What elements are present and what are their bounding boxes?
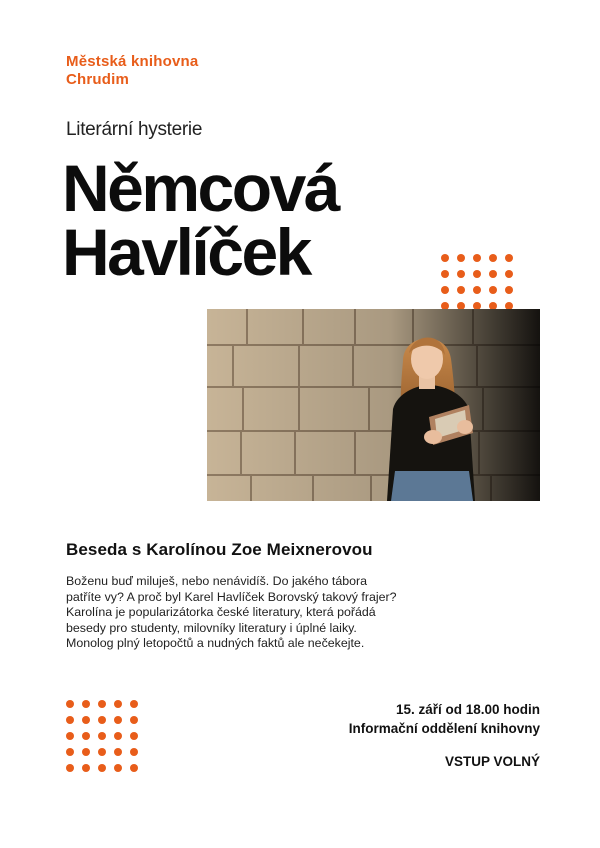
decorative-dot [473,286,481,294]
description-line: patříte vy? A proč byl Karel Havlíček Borovský takový frajer? [66,589,397,604]
poster-title [62,151,338,289]
decorative-dot [114,716,122,724]
decorative-dot [505,254,513,262]
decorative-dot [505,270,513,278]
event-title: Beseda s Karolínou Zoe Meixnerovou [66,540,373,559]
decorative-dot [66,748,74,756]
decorative-dot [130,732,138,740]
decorative-dot [98,764,106,772]
decorative-dot [457,254,465,262]
decorative-dot [457,286,465,294]
title-line-1: Němcová [62,151,338,225]
decorative-dot [98,700,106,708]
decorative-dot [66,732,74,740]
decorative-dot [114,748,122,756]
event-location: Informační oddělení knihovny [348,721,540,736]
event-photo [207,309,540,501]
decorative-dot [130,748,138,756]
decorative-dot [505,286,513,294]
description-line: Monolog plný letopočtů a nudných faktů ale nečekejte. [66,636,365,651]
decorative-dot [98,716,106,724]
description-line: Karolína je popularizátorka české literatury, která pořádá [66,605,376,620]
decorative-dot [489,254,497,262]
description-line: Boženu buď miluješ, nebo nenávidíš. Do jakého tábora [66,574,368,588]
description-line: besedy pro studenty, milovníky literatury i úplné laiky. [66,620,357,635]
decorative-dot [98,748,106,756]
decorative-dot [66,700,74,708]
decorative-dot-grid-bottom [66,700,138,772]
title-line-2: Havlíček [62,215,310,289]
decorative-dot [130,700,138,708]
event-description [66,574,466,652]
decorative-dot [489,286,497,294]
decorative-dot [114,764,122,772]
decorative-dot [114,732,122,740]
decorative-dot [82,700,90,708]
decorative-dot [82,716,90,724]
decorative-dot [441,286,449,294]
library-logo [66,53,198,89]
entry-note: VSTUP VOLNÝ [444,754,540,769]
decorative-dot [473,254,481,262]
decorative-dot [441,254,449,262]
decorative-dot [441,270,449,278]
decorative-dot [66,716,74,724]
decorative-dot [114,700,122,708]
decorative-dot [130,716,138,724]
logo-line-2: Chrudim [66,71,130,88]
event-date: 15. září od 18.00 hodin [395,702,540,717]
decorative-dot [82,732,90,740]
decorative-dot [98,732,106,740]
decorative-dot [489,270,497,278]
logo-line-1: Městská knihovna [66,53,199,70]
decorative-dot [130,764,138,772]
series-subtitle: Literární hysterie [66,119,203,140]
decorative-dot [66,764,74,772]
decorative-dot [473,270,481,278]
decorative-dot [457,270,465,278]
decorative-dot [82,748,90,756]
decorative-dot [82,764,90,772]
